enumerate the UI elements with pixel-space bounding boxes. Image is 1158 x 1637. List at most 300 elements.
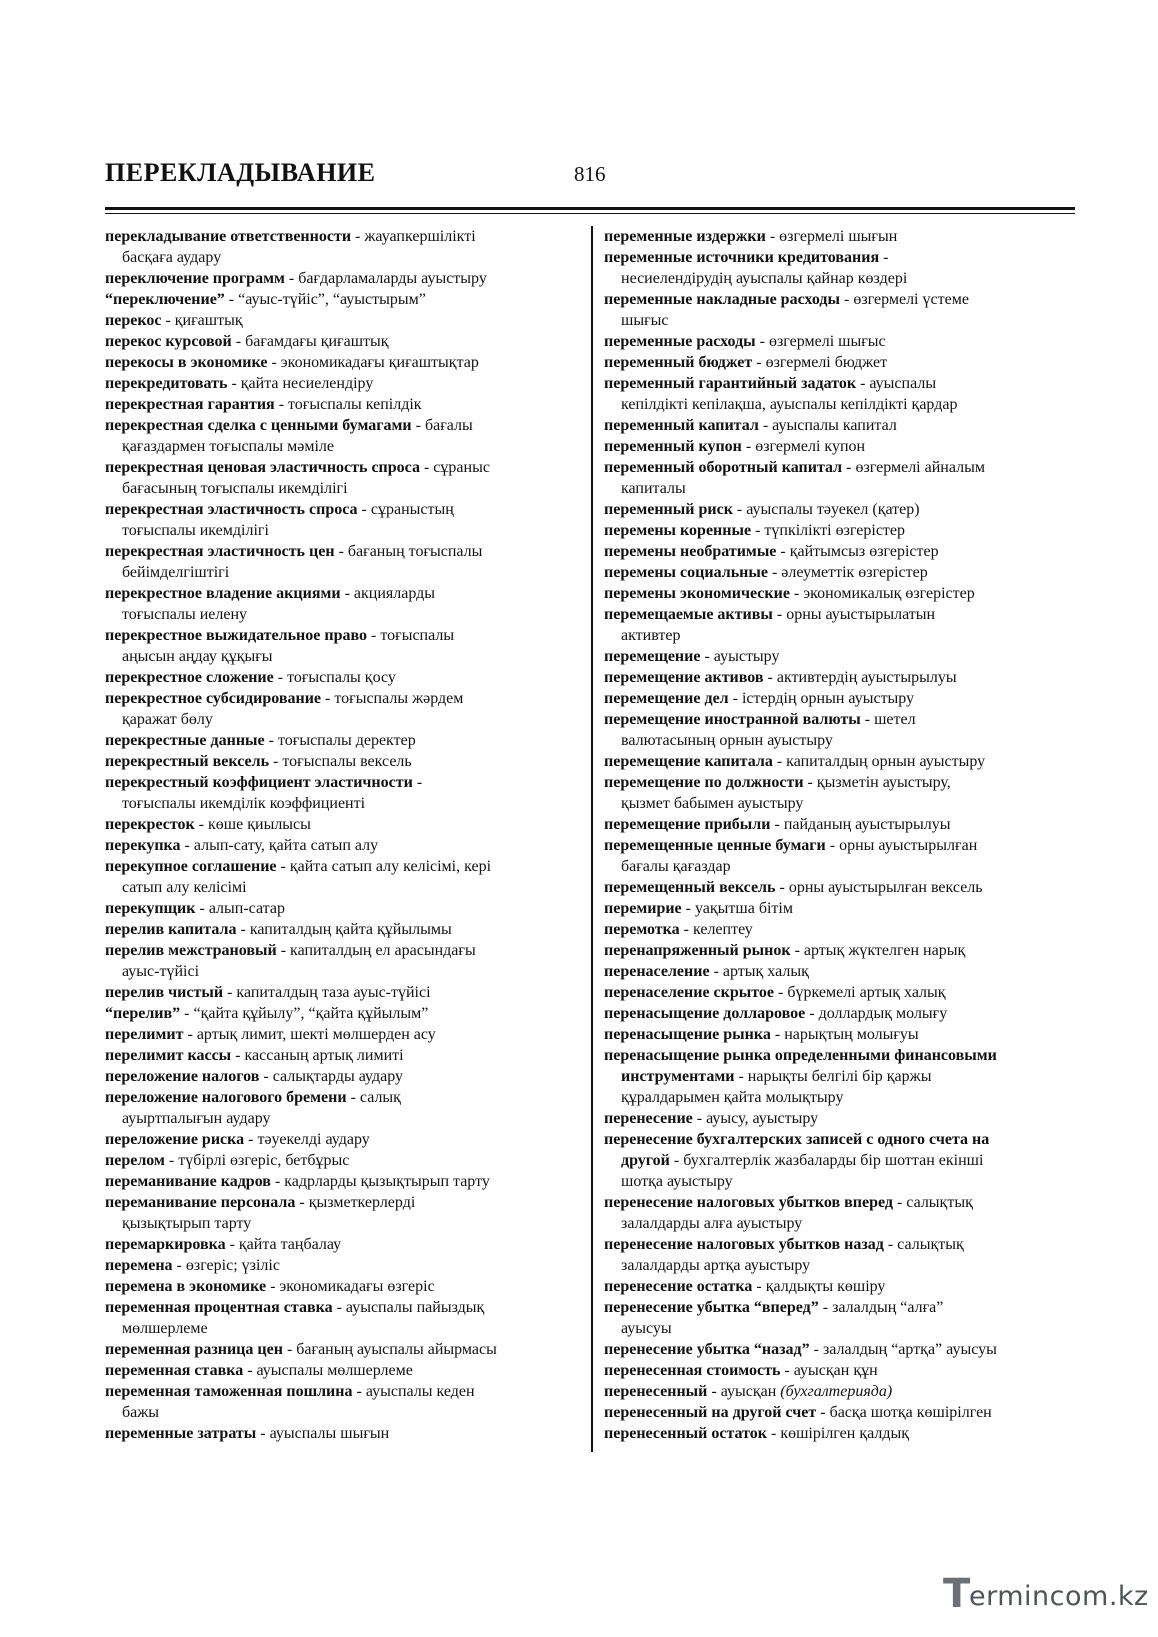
entry-definition: уақытша бітім	[694, 900, 793, 917]
dictionary-entry	[105, 226, 581, 268]
dictionary-entry	[604, 436, 1078, 457]
entry-term: перенесение остатка	[604, 1278, 753, 1295]
entry-separator: -	[334, 543, 348, 560]
entry-term: перенесенный остаток	[604, 1425, 767, 1442]
entry-separator: -	[707, 1383, 721, 1400]
entry-separator: -	[180, 837, 194, 854]
entry-definition: ауысу, ауыстыру	[706, 1110, 819, 1127]
dictionary-entry	[105, 1171, 581, 1192]
entry-definition: орны ауыстырылатын	[786, 606, 936, 623]
header-rule-thick	[105, 207, 1075, 210]
dictionary-entry	[105, 982, 581, 1003]
dictionary-entry	[604, 835, 1078, 877]
entry-definition: өзгермелі шығыс	[768, 333, 886, 350]
dictionary-entry	[604, 1339, 1078, 1360]
dictionary-entry	[105, 1003, 581, 1024]
entry-definition: түпкілікті өзгерістер	[764, 522, 906, 539]
entry-separator: -	[752, 1278, 766, 1295]
entry-term: переменная разница цен	[105, 1341, 283, 1358]
entry-definition: қиғаштық	[174, 312, 243, 329]
entry-separator: -	[709, 963, 723, 980]
entry-term: перекрестное владение акциями	[105, 585, 341, 602]
watermark-text: ermincom.kz	[969, 1581, 1149, 1612]
entry-term: перелимит	[105, 1026, 184, 1043]
entry-definition-continuation: басқаға аудару	[122, 249, 222, 266]
entry-definition: әлеуметтік өзгерістер	[781, 564, 928, 581]
entry-separator: -	[763, 669, 777, 686]
entry-term: перекупное соглашение	[105, 858, 277, 875]
dictionary-entry	[105, 814, 581, 835]
entry-definition: сұраныстың	[370, 501, 454, 518]
dictionary-entry	[604, 1192, 1078, 1234]
entry-definition: ауысқан құн	[793, 1362, 878, 1379]
dictionary-entry	[604, 562, 1078, 583]
dictionary-entry	[105, 1423, 581, 1444]
dictionary-entry	[105, 394, 581, 415]
entry-definition: алып-сату, қайта сатып алу	[193, 837, 379, 854]
entry-separator: -	[772, 753, 787, 770]
entry-definition: қалдықты көшіру	[765, 1278, 886, 1295]
entry-definition: ауыспалы пайыздық	[345, 1299, 485, 1316]
entry-term: перемещение иностранной валюты	[604, 711, 861, 728]
entry-definition: өзгермелі үстеме	[853, 291, 969, 308]
entry-term: перенесенный	[604, 1383, 708, 1400]
entry-definition: “ауыс-түйіс”, “ауыстырым”	[238, 291, 426, 308]
entry-definition: тоғыспалы жәрдем	[334, 690, 464, 707]
entry-term: переменный бюджет	[604, 354, 753, 371]
dictionary-entry	[105, 856, 581, 898]
entry-separator: -	[839, 291, 854, 308]
entry-term: перемещенный вексель	[604, 879, 776, 896]
dictionary-entry	[604, 415, 1078, 436]
entry-separator: -	[352, 1383, 366, 1400]
entry-separator: -	[758, 417, 773, 434]
entry-term: перекос	[105, 312, 162, 329]
dictionary-entry	[105, 1150, 581, 1171]
dictionary-entry	[105, 1339, 581, 1360]
entry-definition: салықтық	[906, 1194, 973, 1211]
entry-note: (бухгалтерияда)	[780, 1383, 893, 1400]
dictionary-entry	[604, 688, 1078, 709]
entry-term: перекрестное выжидательное право	[105, 627, 368, 644]
entry-definition: ауыспалы капитал	[772, 417, 897, 434]
entry-separator: -	[776, 543, 790, 560]
entry-term: перемирие	[604, 900, 682, 917]
entry-separator: -	[244, 1131, 258, 1148]
entry-separator: -	[767, 1425, 781, 1442]
entry-definition-continuation: залалдарды артқа ауыстыру	[621, 1257, 811, 1274]
entry-definition: тоғыспалы қосу	[287, 669, 396, 686]
entry-separator: -	[274, 396, 289, 413]
entry-definition: ауыспалы мөлшерлеме	[256, 1362, 413, 1379]
dictionary-entry	[105, 373, 581, 394]
dictionary-entry	[604, 772, 1078, 814]
entry-definition: бағамдағы қиғаштық	[245, 333, 389, 350]
entry-term: перекрестная эластичность спроса	[105, 501, 358, 518]
dictionary-entry	[604, 898, 1078, 919]
entry-separator: -	[803, 774, 817, 791]
dictionary-entry	[604, 1276, 1078, 1297]
entry-definition-continuation: қаражат бөлу	[122, 711, 213, 728]
entry-term: перемещение дел	[604, 690, 729, 707]
entry-definition: экономикадағы өзгеріс	[279, 1278, 435, 1295]
entry-term-continuation: другой	[621, 1152, 670, 1169]
dictionary-entry	[105, 352, 581, 373]
entry-definition: ауыспалы шығын	[269, 1425, 390, 1442]
entry-term: переменные затраты	[105, 1425, 257, 1442]
entry-separator: -	[669, 1152, 684, 1169]
dictionary-entry	[604, 457, 1078, 499]
entry-definition: қызметін ауыстыру,	[816, 774, 951, 791]
entry-separator: -	[351, 228, 365, 245]
dictionary-entry	[105, 1087, 581, 1129]
entry-term: перелив капитала	[105, 921, 237, 938]
entry-separator: -	[790, 942, 804, 959]
entry-separator: -	[774, 984, 788, 1001]
entry-term: перелив чистый	[105, 984, 224, 1001]
entry-definition-continuation: мөлшерлеме	[122, 1320, 208, 1337]
entry-term: перенасыщение рынка	[604, 1026, 771, 1043]
entry-definition: жауапкершілікті	[364, 228, 476, 245]
terminkom-watermark-logo	[943, 1571, 1149, 1617]
entry-term: перекладывание ответственности	[105, 228, 352, 245]
entry-separator: -	[775, 879, 789, 896]
entry-definition-continuation: бағасының тоғыспалы икемділігі	[122, 480, 348, 497]
entry-definition: капиталдың орнын ауыстыру	[786, 753, 986, 770]
entry-term: перемещение капитала	[604, 753, 773, 770]
entry-definition: істердің орнын ауыстыру	[741, 690, 915, 707]
entry-definition-continuation: бажы	[122, 1404, 160, 1421]
entry-definition: бағалы	[424, 417, 473, 434]
entry-definition: нарықтың молығуы	[784, 1026, 919, 1043]
entry-definition-continuation: несиелендірудің ауыспалы қайнар көздері	[621, 270, 908, 287]
entry-separator: -	[276, 942, 291, 959]
entry-definition: артық лимит, шекті мөлшерден асу	[196, 1026, 436, 1043]
entry-definition-continuation: бейімделгіштігі	[122, 564, 230, 581]
entry-definition-continuation: залалдарды алға ауыстыру	[621, 1215, 803, 1232]
entry-separator: -	[825, 837, 840, 854]
dictionary-entry	[604, 1297, 1078, 1339]
entry-term: перенесение	[604, 1110, 693, 1127]
entry-term: перекрестная сделка с ценными бумагами	[105, 417, 412, 434]
entry-definition: активтердің ауыстырылуы	[776, 669, 957, 686]
entry-definition: салықтарды аудару	[272, 1068, 404, 1085]
entry-definition: өзгермелі айналым	[855, 459, 985, 476]
entry-separator: -	[770, 1026, 785, 1043]
entry-separator: -	[259, 1068, 273, 1085]
entry-definition: тоғыспалы деректер	[277, 732, 416, 749]
entry-separator: -	[180, 1005, 194, 1022]
entry-definition: бағаның ауыспалы айырмасы	[296, 1341, 497, 1358]
entry-separator: -	[681, 900, 695, 917]
dictionary-entry	[604, 667, 1078, 688]
entry-definition-continuation: қызмет бабымен ауыстыру	[621, 795, 804, 812]
entry-definition: экономикадағы қиғаштықтар	[280, 354, 479, 371]
entry-term: перемаркировка	[105, 1236, 226, 1253]
entry-definition: залалдың “артқа” ауысуы	[822, 1341, 997, 1358]
entry-term: перекрестный вексель	[105, 753, 270, 770]
entry-separator: -	[273, 669, 288, 686]
entry-separator: -	[284, 270, 299, 287]
entry-separator: -	[883, 1236, 898, 1253]
entry-term: переменный риск	[604, 501, 733, 518]
entry-term: перелимит кассы	[105, 1047, 232, 1064]
entry-term: перемена в экономике	[105, 1278, 267, 1295]
entry-separator: -	[225, 1236, 239, 1253]
dictionary-entry	[105, 625, 581, 667]
entry-separator: -	[224, 291, 239, 308]
dictionary-entry	[105, 1066, 581, 1087]
entry-term: переложение налогов	[105, 1068, 260, 1085]
entry-term: перемена	[105, 1257, 173, 1274]
entry-term: перелом	[105, 1152, 165, 1169]
entry-definition: залалдың “алға”	[832, 1299, 944, 1316]
dictionary-entry	[604, 373, 1078, 415]
entry-definition: тәуекелді аудару	[257, 1131, 370, 1148]
entry-term: переменные издержки	[604, 228, 766, 245]
entry-separator: -	[419, 459, 434, 476]
entry-definition: ауыспалы тәуекел (қатер)	[746, 501, 920, 518]
dictionary-entry	[604, 1045, 1078, 1108]
entry-separator: -	[243, 1362, 257, 1379]
entry-term: перекупщик	[105, 900, 196, 917]
dictionary-entry	[604, 961, 1078, 982]
entry-definition-continuation: валютасының орнын ауыстыру	[621, 732, 833, 749]
entry-definition-continuation: шығыс	[621, 312, 669, 329]
entry-definition-continuation: ауысуы	[621, 1320, 672, 1337]
left-column	[105, 226, 581, 1444]
column-divider	[591, 226, 593, 1452]
right-column	[604, 226, 1078, 1444]
entry-definition: бүркемелі артық халық	[787, 984, 946, 1001]
dictionary-entry	[604, 919, 1078, 940]
entry-separator: -	[264, 732, 278, 749]
entry-definition: өзгермелі бюджет	[765, 354, 888, 371]
entry-separator: -	[231, 333, 246, 350]
entry-term: перемены коренные	[604, 522, 752, 539]
dictionary-entry	[604, 940, 1078, 961]
entry-definition-continuation: бухгалтерлік жазбаларды бір шоттан екінші	[683, 1152, 984, 1169]
entry-definition: ауыстыру	[713, 648, 780, 665]
entry-term: перекресток	[105, 816, 195, 833]
entry-term: перекредитовать	[105, 375, 228, 392]
entry-definition: “қайта құйылу”, “қайта құйылым”	[193, 1005, 429, 1022]
entry-term: перенаселение скрытое	[604, 984, 775, 1001]
entry-separator: -	[266, 1278, 280, 1295]
entry-separator: -	[679, 921, 693, 938]
dictionary-entry	[604, 604, 1078, 646]
dictionary-entry	[604, 751, 1078, 772]
entry-definition-continuation: тоғыспалы иелену	[122, 606, 248, 623]
entry-separator: -	[295, 1194, 309, 1211]
entry-definition-continuation: құралдарымен қайта молықтыру	[621, 1089, 844, 1106]
entry-definition-continuation: ауыртпалығын аудару	[122, 1110, 271, 1127]
entry-term: перенесение убытка “назад”	[604, 1341, 810, 1358]
dictionary-entry	[604, 1129, 1078, 1192]
entry-definition-continuation: сатып алу келісімі	[122, 879, 247, 896]
dictionary-entry	[105, 688, 581, 730]
entry-definition: капиталдың ел арасындағы	[290, 942, 476, 959]
dictionary-entry	[604, 1108, 1078, 1129]
dictionary-entry	[105, 919, 581, 940]
dictionary-entry	[105, 457, 581, 499]
entry-term: перемотка	[604, 921, 680, 938]
entry-separator: -	[411, 417, 425, 434]
dictionary-entry	[105, 1381, 581, 1423]
entry-separator: -	[805, 1005, 819, 1022]
entry-term: перекрестная гарантия	[105, 396, 275, 413]
entry-separator: -	[183, 1026, 197, 1043]
entry-definition: қайтымсыз өзгерістер	[789, 543, 939, 560]
entry-term: перемещенные ценные бумаги	[604, 837, 826, 854]
entry-separator: -	[195, 900, 209, 917]
entry-separator: -	[860, 711, 875, 728]
entry-definition: алып-сатар	[208, 900, 285, 917]
entry-definition: салық	[359, 1089, 401, 1106]
entry-definition-continuation: ауыс-түйісі	[122, 963, 200, 980]
entry-separator: -	[321, 690, 335, 707]
entry-separator: -	[267, 354, 281, 371]
entry-term: перемены необратимые	[604, 543, 777, 560]
dictionary-entry	[604, 709, 1078, 751]
entry-separator: -	[236, 921, 250, 938]
entry-definition: орны ауыстырылған вексель	[788, 879, 983, 896]
dictionary-entry	[604, 1024, 1078, 1045]
entry-definition: өзгеріс; үзіліс	[185, 1257, 280, 1274]
entry-term: “переключение”	[105, 291, 225, 308]
entry-definition-continuation: қағаздармен тоғыспалы мәміле	[122, 438, 334, 455]
entry-term: переманивание персонала	[105, 1194, 296, 1211]
dictionary-entry	[604, 247, 1078, 289]
entry-definition-continuation: шотқа ауыстыру	[621, 1173, 733, 1190]
entry-separator: -	[732, 501, 747, 518]
entry-definition: қайта таңбалау	[238, 1236, 342, 1253]
entry-separator: -	[700, 648, 714, 665]
entry-term: перенесенный на другой счет	[604, 1404, 817, 1421]
entry-term: перекрестный коэффициент эластичности	[105, 774, 413, 791]
entry-separator: -	[256, 1425, 270, 1442]
entry-separator: -	[282, 1341, 297, 1358]
entry-term: перекос курсовой	[105, 333, 232, 350]
entry-separator: -	[223, 984, 237, 1001]
entry-separator: -	[789, 585, 804, 602]
entry-term: переменная процентная ставка	[105, 1299, 333, 1316]
entry-term: переманивание кадров	[105, 1173, 271, 1190]
header-rule-thin	[105, 213, 1075, 214]
entry-definition: келептеу	[692, 921, 753, 938]
entry-term: перелив межстрановый	[105, 942, 277, 959]
entry-definition-continuation: тоғыспалы икемділігі	[122, 522, 269, 539]
entry-term: перекрестное субсидирование	[105, 690, 322, 707]
entry-term-continuation: инструментами	[621, 1068, 735, 1085]
dictionary-entry	[105, 1024, 581, 1045]
entry-term: перемещение прибыли	[604, 816, 771, 833]
entry-separator: -	[770, 816, 784, 833]
entry-separator: -	[269, 753, 283, 770]
entry-separator: -	[780, 1362, 794, 1379]
entry-definition: артық жүктелген нарық	[803, 942, 966, 959]
entry-term: переменный оборотный капитал	[604, 459, 843, 476]
entry-term: перенапряженный рынок	[604, 942, 791, 959]
entry-term: переменные источники кредитования	[604, 249, 880, 266]
entry-separator: -	[340, 585, 354, 602]
dictionary-entry	[604, 1402, 1078, 1423]
entry-definition: тоғыспалы вексель	[282, 753, 412, 770]
dictionary-entry	[604, 814, 1078, 835]
entry-definition-continuation: тоғыспалы икемділік коэффициенті	[122, 795, 366, 812]
dictionary-entry	[105, 1234, 581, 1255]
entry-definition: кассаның артық лимиті	[244, 1047, 404, 1064]
entry-term: переменные расходы	[604, 333, 756, 350]
entry-separator: -	[842, 459, 856, 476]
dictionary-entry	[604, 982, 1078, 1003]
dictionary-entry	[105, 730, 581, 751]
entry-definition: тоғыспалы	[380, 627, 455, 644]
dictionary-entry	[105, 1129, 581, 1150]
page-number: 816	[574, 162, 606, 186]
entry-term: перемещаемые активы	[604, 606, 773, 623]
dictionary-entry	[604, 1003, 1078, 1024]
dictionary-entry	[105, 751, 581, 772]
entry-term: перемены социальные	[604, 564, 768, 581]
entry-separator: -	[172, 1257, 186, 1274]
entry-separator: -	[818, 1299, 833, 1316]
entry-term: перенесение убытка “вперед”	[604, 1299, 819, 1316]
entry-separator: -	[227, 375, 241, 392]
entry-term: переменный гарантийный задаток	[604, 375, 857, 392]
entry-definition: көшірілген қалдық	[780, 1425, 909, 1442]
watermark-first-letter: T	[943, 1571, 971, 1617]
dictionary-entry	[105, 772, 581, 814]
entry-definition: капиталдың таза ауыс-түйісі	[236, 984, 431, 1001]
entry-definition: көше қиылысы	[208, 816, 311, 833]
entry-term: перенасыщение рынка определенными финансовыми	[604, 1047, 997, 1064]
entry-term: “перелив”	[105, 1005, 181, 1022]
entry-term: переложение налогового бремени	[105, 1089, 347, 1106]
entry-definition: өзгермелі шығын	[779, 228, 898, 245]
dictionary-entry	[604, 1360, 1078, 1381]
entry-definition: қайта несиелендіру	[240, 375, 374, 392]
dictionary-entry	[105, 1192, 581, 1234]
dictionary-entry	[105, 331, 581, 352]
entry-separator: -	[194, 816, 209, 833]
entry-separator: -	[367, 627, 381, 644]
dictionary-entry	[604, 331, 1078, 352]
entry-separator: -	[164, 1152, 179, 1169]
entry-definition: басқа шотқа көшірілген	[829, 1404, 992, 1421]
entry-separator: -	[816, 1404, 830, 1421]
dictionary-entry	[105, 310, 581, 331]
entry-term: перемещение по должности	[604, 774, 804, 791]
entry-definition-continuation: бағалы қағаздар	[621, 858, 731, 875]
entry-separator: -	[809, 1341, 823, 1358]
entry-separator: -	[270, 1173, 285, 1190]
dictionary-entry	[604, 352, 1078, 373]
entry-definition: кадрларды қызықтырып тарту	[284, 1173, 490, 1190]
entry-term: перенесение налоговых убытков назад	[604, 1236, 884, 1253]
entry-term: перенаселение	[604, 963, 710, 980]
entry-separator: -	[276, 858, 290, 875]
dictionary-entry	[105, 268, 581, 289]
dictionary-entry	[105, 1255, 581, 1276]
dictionary-entry	[105, 898, 581, 919]
entry-definition-continuation: қызықтырып тарту	[122, 1215, 252, 1232]
entry-term: переменные накладные расходы	[604, 291, 840, 308]
entry-definition: экономикалық өзгерістер	[803, 585, 975, 602]
entry-definition: салықтық	[897, 1236, 964, 1253]
entry-separator: -	[751, 522, 765, 539]
entry-definition: бағдарламаларды ауыстыру	[298, 270, 487, 287]
